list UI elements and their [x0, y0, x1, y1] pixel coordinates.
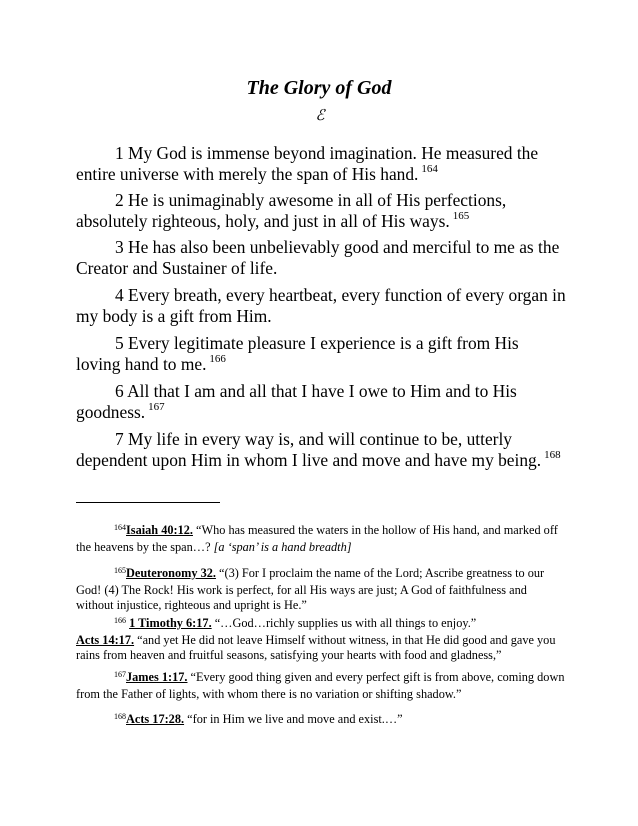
footnote-ref: 164: [421, 163, 438, 175]
footnote: [76, 616, 566, 664]
paragraph-text: 1 My God is immense beyond imagination. He measured the entire universe with merely the span of His hand.: [76, 143, 539, 184]
page-title: The Glory of God: [246, 77, 392, 99]
paragraph: [76, 237, 566, 279]
scripture-reference: Acts 14:17.: [76, 632, 135, 647]
scripture-reference: 1 Timothy 6:17.: [129, 616, 212, 630]
footnote-ref: 168: [544, 449, 561, 461]
paragraph-text: 3 He has also been unbelievably good and merciful to me as the Creator and Sustainer of life.: [76, 237, 560, 278]
paragraph-text: 2 He is unimaginably awesome in all of His perfections, absolutely righteous, holy, and just in all of His ways.: [76, 190, 507, 231]
paragraph-text: 7 My life in every way is, and will continue to be, utterly dependent upon Him in whom I live and move and have my being.: [76, 429, 542, 470]
footnote-ref: 166: [209, 353, 226, 365]
footnote: [76, 712, 566, 729]
paragraph: [76, 190, 566, 235]
footnote-number: 167: [114, 670, 126, 679]
footnote-text: “and yet He did not leave Himself without witness, in that He did good and gave you rains from heaven and fruitful seasons, satisfying your hearts with food and gladness,”: [76, 632, 556, 662]
footnote-number: 165: [114, 566, 126, 575]
footnote-number: 166: [114, 616, 126, 625]
footnote-text: “Every good thing given and every perfect gift is from above, coming down from the Father of lights, with whom there is no variation or shifting shadow.”: [76, 670, 565, 701]
scripture-reference: Isaiah 40:12.: [126, 523, 193, 537]
footnote: [76, 523, 566, 555]
footnote: [76, 670, 566, 702]
footnote-number: 164: [114, 523, 126, 532]
footnote-divider: [76, 502, 220, 503]
paragraph-text: 5 Every legitimate pleasure I experience is a gift from His loving hand to me.: [76, 333, 519, 374]
footnote: [76, 566, 566, 614]
paragraph-text: 4 Every breath, every heartbeat, every function of every organ in my body is a gift from Him.: [76, 285, 566, 326]
scripture-reference: Acts 17:28.: [126, 712, 185, 726]
paragraph: [76, 143, 566, 188]
footnote-number: 168: [114, 712, 126, 721]
footnote-text: “(3) For I proclaim the name of the Lord; Ascribe greatness to our God! (4) The Rock! His work is perfect, for all His ways are just; A God of faithfulness and without injustice, righteous and upright is He.”: [76, 566, 545, 612]
footnote-note: [a ‘span’ is a hand breadth]: [213, 539, 352, 554]
footnote-ref: 165: [452, 210, 470, 222]
footnote-text: “for in Him we live and move and exist.…”: [184, 712, 403, 726]
footnote-text: “…God…richly supplies us with all things to enjoy.”: [211, 616, 477, 630]
paragraph: [76, 381, 566, 426]
footnote-ref: 167: [148, 401, 165, 413]
paragraph: [76, 429, 566, 474]
paragraph: [76, 333, 566, 378]
scripture-reference: Deuteronomy 32.: [126, 566, 216, 580]
paragraph-text: 6 All that I am and all that I have I owe to Him and to His goodness.: [76, 381, 517, 422]
scripture-reference: James 1:17.: [126, 670, 188, 684]
title-ornament: ℰ: [315, 106, 323, 124]
paragraph: [76, 285, 566, 327]
footnote-text: “Who has measured the waters in the hollow of His hand, and marked off the heavens by the span…?: [76, 523, 558, 554]
